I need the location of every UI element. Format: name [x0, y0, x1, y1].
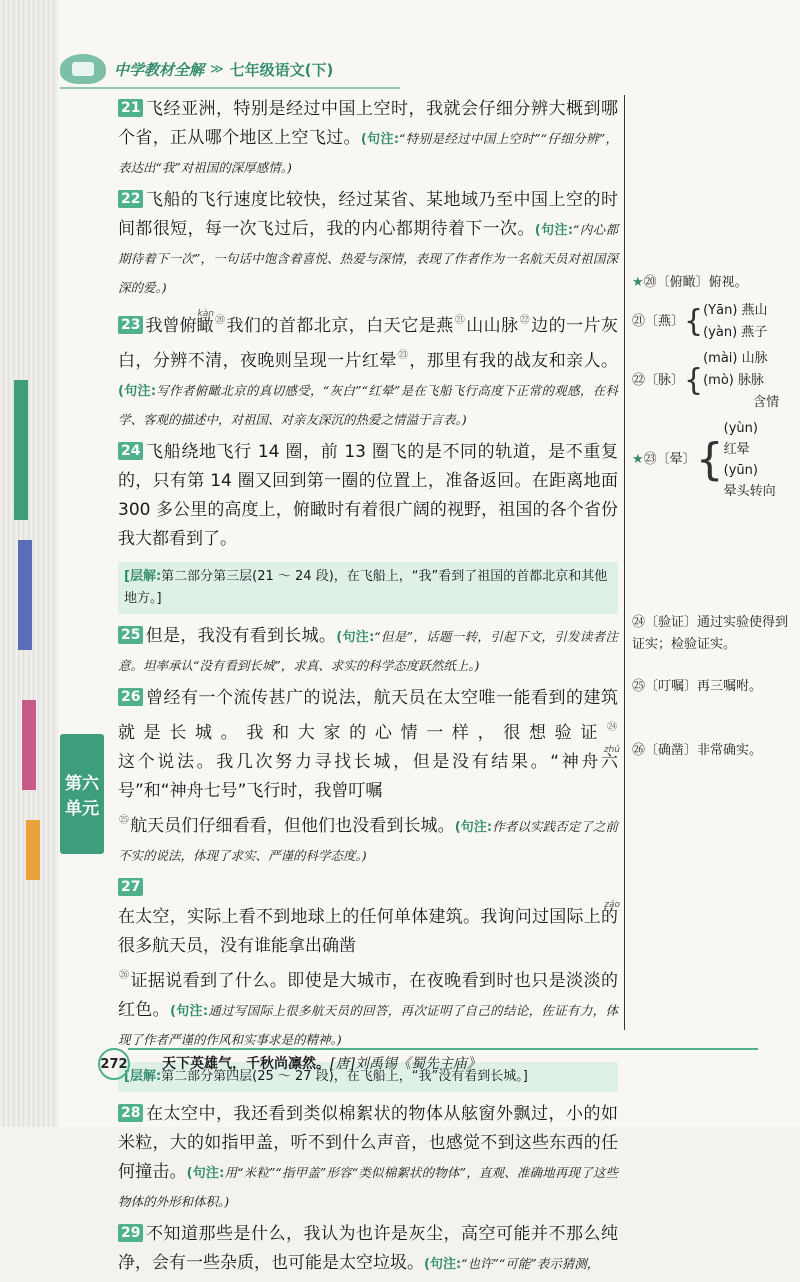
gloss-20: ★⑳〔俯瞰〕俯视。	[632, 275, 748, 290]
star-icon: ★	[632, 452, 644, 467]
brace-icon: {	[684, 363, 704, 398]
edge-tab-mark	[18, 540, 32, 650]
book-logo-icon	[60, 54, 106, 84]
edge-tab-mark	[22, 700, 36, 790]
paragraph-27: 27在太空，实际上看不到地球上的任何单体建筑。我询问过国际上的很多航天员，没有谁能拿出确凿 záo $^㉖$证据说看到了什么。即使是大城市，在夜晚看到时也只是淡淡的红色。(句注:通过写国际上很多航天员的回答，再次证明了自己的结论，佐证有力，体现了作者严谨的作风和实事求是的精神。)	[118, 879, 620, 1047]
main-text	[118, 95, 618, 1282]
paragraph-26: 26 曾经有一个流传甚广的说法，航天员在太空唯一能看到的建筑就是长城。我和大家的心情一样，很想验证$^㉔$这个说法。我几次努力寻找长城，但是没有结果。“神舟六号”和“神舟七号”飞行时，我曾叮嘱 zhǔ $^㉕$航天员们仔细看看，但他们也没看到长城。(句注:作者以实践否定了之前不实的说法，体现了求实、严谨的科学态度。)	[118, 688, 620, 863]
paragraph-24: 24 飞船绕地飞行 14 圈，前 13 圈飞的是不同的轨道，是不重复的，只有第 14 圈又回到第一圈的位置上，准备返回。在距离地面 300 多公里的高度上，俯瞰时有着很广阔的视野，祖国的各个省份我大都看到了。	[118, 442, 618, 549]
gloss-23: ★ ㉓〔晕〕 { (yùn) 红晕 (yūn) 晕头转向	[632, 421, 776, 499]
series-title: 中学教材全解	[114, 60, 205, 79]
chevron-icon: ≫	[210, 61, 224, 77]
layer-analysis-4: [层解:第二部分第四层(25 ～ 27 段)，在飞船上，“我”没有看到长城。]	[118, 1062, 618, 1092]
footer-quote: 天下英雄气，千秋尚凛然。[唐]刘禹锡《蜀先主庙》	[162, 1056, 481, 1072]
paragraph-28: 28 在太空中，我还看到类似棉絮状的物体从舷窗外飘过，小的如米粒，大的如指甲盖，听不到什么声音，也感觉不到这些东西的任何撞击。(句注:用“米粒”“指甲盖”形容“类似棉絮状的物体”，直观、准确地再现了这些物体的外形和体积。)	[118, 1104, 619, 1209]
gloss-22: ㉒〔脉〕 { (mài) 山脉 (mò) 脉脉 含情	[632, 351, 780, 410]
page-stack-edge	[0, 0, 58, 1127]
paragraph-22: 22 飞船的飞行速度比较快，经过某省、某地域乃至中国上空的时间都很短，每一次飞过后，我的内心都期待着下一次。(句注:“内心都期待着下一次”，一句话中饱含着喜悦、热爱与深情，表现了作者作为一名航天员对祖国深深的爱。)	[118, 190, 619, 295]
page-header	[60, 50, 333, 88]
footer-divider	[128, 1048, 758, 1050]
column-divider	[624, 95, 625, 1030]
paragraph-29: 29 不知道那些是什么，我认为也许是灰尘，高空可能并不那么纯净，会有一些杂质，也可能是太空垃圾。(句注:“也许”“可能”表示猜测，	[118, 1224, 618, 1273]
brace-icon: {	[684, 304, 704, 339]
grade-title: 七年级语文(下)	[229, 60, 334, 79]
paragraph-25: 25 但是，我没有看到长城。(句注:“但是”，话题一转，引起下文，引发读者注意。坦率承认“没有看到长城”，求真、求实的科学态度跃然纸上。)	[118, 626, 618, 673]
gloss-24: ㉔〔验证〕通过实验使得到证实；检验证实。	[632, 615, 789, 652]
unit-tab: 第六 单元	[60, 734, 104, 854]
edge-tab-mark	[26, 820, 40, 880]
brace-icon: {	[695, 434, 724, 485]
page-number: 272	[98, 1048, 130, 1080]
header-divider	[60, 87, 400, 89]
gloss-26: ㉖〔确凿〕非常确实。	[632, 743, 763, 758]
star-icon: ★	[632, 275, 644, 290]
layer-analysis-3: [层解:第二部分第三层(21 ～ 24 段)，在飞船上，“我”看到了祖国的首都北京和其他地方。]	[118, 562, 618, 614]
gloss-25: ㉕〔叮嘱〕再三嘱咐。	[632, 679, 763, 694]
gloss-21: ㉑〔燕〕 { (Yān) 燕山 (yàn) 燕子	[632, 303, 768, 340]
paragraph-21: 21 飞经亚洲，特别是经过中国上空时，我就会仔细分辨大概到哪个省，正从哪个地区上空飞过。(句注:“特别是经过中国上空时”“仔细分辨”，表达出“我”对祖国的深厚感情。)	[118, 99, 619, 175]
edge-tab-mark	[14, 380, 28, 520]
paragraph-23: 23 我曾俯瞰 kàn ⑳我们的首都北京，白天它是燕$^㉑$山山脉$^㉒$边的一片灰白，分辨不清，夜晚则呈现一片红晕$^㉓$，那里有我的战友和亲人。(句注:写作者俯瞰北京的真切感受，“灰白”“红晕”是在飞船飞行高度下正常的观感，在科学、客观的描述中，对祖国、对亲友深沉的热爱之情溢于言表。)	[118, 309, 619, 427]
